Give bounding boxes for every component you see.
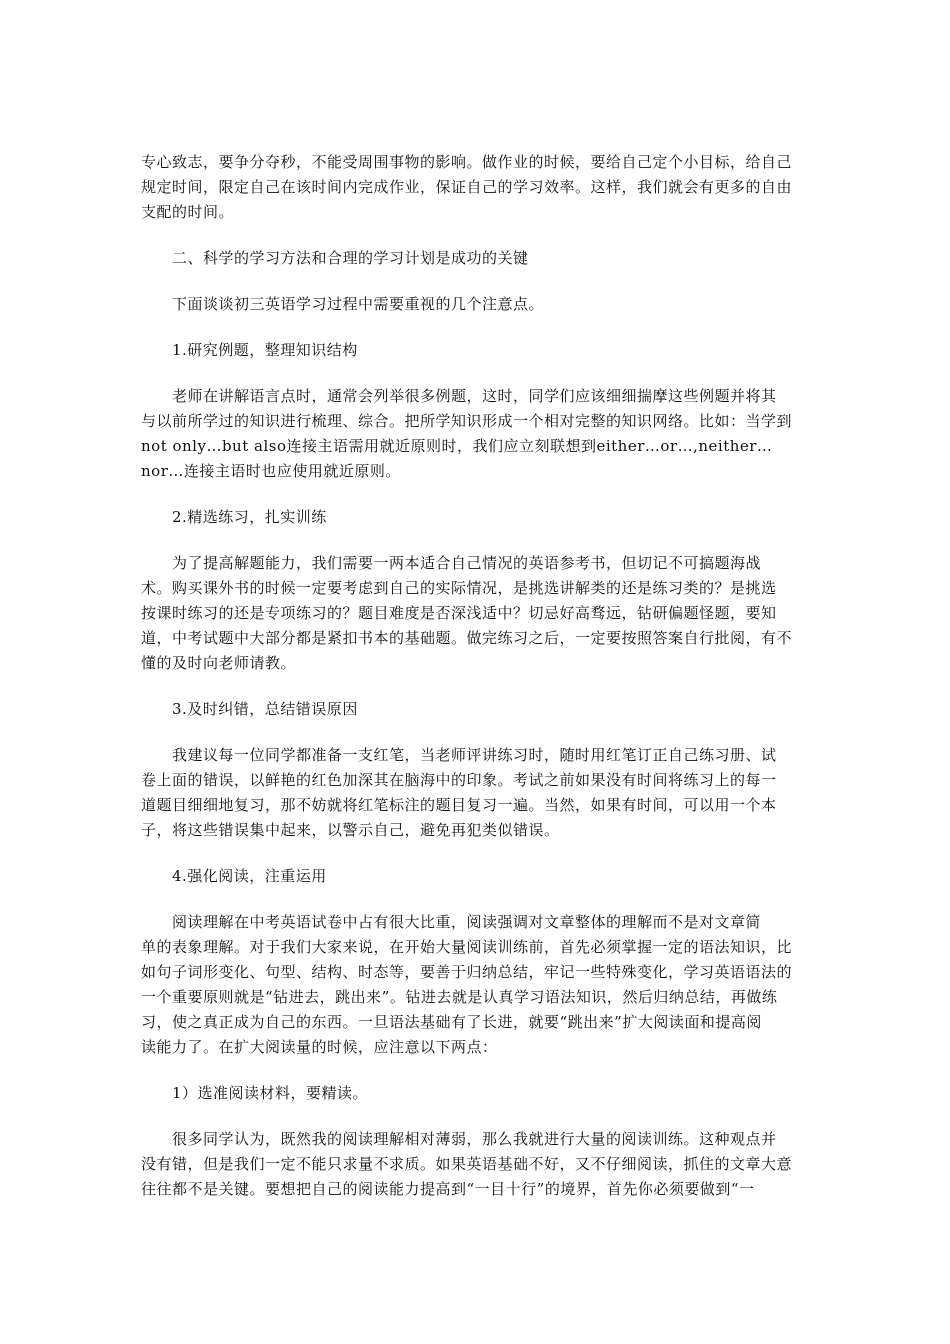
document-page — [141, 150, 821, 1223]
text-line: 2.精选练习，扎实训练 — [172, 508, 327, 526]
body-paragraph — [141, 1127, 821, 1202]
text-line: 读能力了。在扩大阅读量的时候，应注意以下两点： — [141, 1038, 498, 1056]
text-line: 4.强化阅读，注重运用 — [172, 867, 327, 885]
body-paragraph — [141, 551, 821, 676]
body-paragraph — [141, 384, 821, 484]
section-heading — [141, 505, 821, 530]
text-line: 按课时练习的还是专项练习的？题目难度是否深浅适中？切忌好高骛远，钻研偏题怪题，要知 — [141, 604, 777, 622]
text-line: 我建议每一位同学都准备一支红笔，当老师评讲练习时，随时用红笔订正自己练习册、试 — [172, 746, 777, 764]
text-line: 卷上面的错误，以鲜艳的红色加深其在脑海中的印象。考试之前如果没有时间将练习上的每一 — [141, 771, 777, 789]
text-line: 下面谈谈初三英语学习过程中需要重视的几个注意点。 — [172, 295, 545, 313]
text-line: 规定时间，限定自己在该时间内完成作业，保证自己的学习效率。这样，我们就会有更多的自由 — [141, 178, 793, 196]
body-paragraph — [141, 150, 821, 225]
text-line: 很多同学认为，既然我的阅读理解相对薄弱，那么我就进行大量的阅读训练。这种观点并 — [172, 1130, 777, 1148]
text-line: 阅读理解在中考英语试卷中占有很大比重，阅读强调对文章整体的理解而不是对文章简 — [172, 913, 762, 931]
text-line: 1.研究例题，整理知识结构 — [172, 341, 358, 359]
text-line: 没有错，但是我们一定不能只求量不求质。如果英语基础不好，又不仔细阅读，抓住的文章大意 — [141, 1155, 793, 1173]
text-line: 术。购买课外书的时候一定要考虑到自己的实际情况，是挑选讲解类的还是练习类的？是挑选 — [141, 579, 777, 597]
text-line: 二、科学的学习方法和合理的学习计划是成功的关键 — [172, 249, 529, 267]
text-line: 1）选准阅读材料，要精读。 — [172, 1084, 369, 1102]
text-line: 单的表象理解。对于我们大家来说，在开始大量阅读训练前，首先必须掌握一定的语法知识，比 — [141, 938, 793, 956]
text-line: 子，将这些错误集中起来，以警示自己，避免再犯类似错误。 — [141, 821, 560, 839]
section-heading — [141, 338, 821, 363]
text-line: 道题目细细地复习，那不妨就将红笔标注的题目复习一遍。当然，如果有时间，可以用一个本 — [141, 796, 777, 814]
section-heading — [141, 697, 821, 722]
body-paragraph — [141, 743, 821, 843]
text-line: not only…but also连接主语需用就近原则时，我们应立刻联想到either…or…,neither… — [141, 437, 773, 455]
text-line: 3.及时纠错，总结错误原因 — [172, 700, 358, 718]
text-line: 懂的及时向老师请教。 — [141, 654, 297, 672]
text-line: 与以前所学过的知识进行梳理、综合。把所学知识形成一个相对完整的知识网络。比如：当学到 — [141, 412, 793, 430]
text-line: 习，使之真正成为自己的东西。一旦语法基础有了长进，就要“跳出来”扩大阅读面和提高阅 — [141, 1013, 762, 1031]
text-line: 往往都不是关键。要想把自己的阅读能力提高到“一目十行”的境界，首先你必须要做到“一 — [141, 1180, 755, 1198]
text-line: 支配的时间。 — [141, 203, 235, 221]
text-line: 为了提高解题能力，我们需要一两本适合自己情况的英语参考书，但切记不可搞题海战 — [172, 554, 762, 572]
section-heading — [141, 246, 821, 271]
body-paragraph — [141, 910, 821, 1060]
text-line: 专心致志，要争分夺秒，不能受周围事物的影响。做作业的时候，要给自己定个小目标，给自己 — [141, 153, 793, 171]
text-line: nor…连接主语时也应使用就近原则。 — [141, 462, 401, 480]
text-line: 一个重要原则就是“钻进去，跳出来”。钻进去就是认真学习语法知识，然后归纳总结，再做练 — [141, 988, 778, 1006]
text-line: 如句子词形变化、句型、结构、时态等，要善于归纳总结，牢记一些特殊变化，学习英语语法的 — [141, 963, 793, 981]
text-line: 道，中考试题中大部分都是紧扣书本的基础题。做完练习之后，一定要按照答案自行批阅，有不 — [141, 629, 793, 647]
section-heading — [141, 1081, 821, 1106]
section-heading — [141, 292, 821, 317]
text-line: 老师在讲解语言点时，通常会列举很多例题，这时，同学们应该细细揣摩这些例题并将其 — [172, 387, 777, 405]
section-heading — [141, 864, 821, 889]
